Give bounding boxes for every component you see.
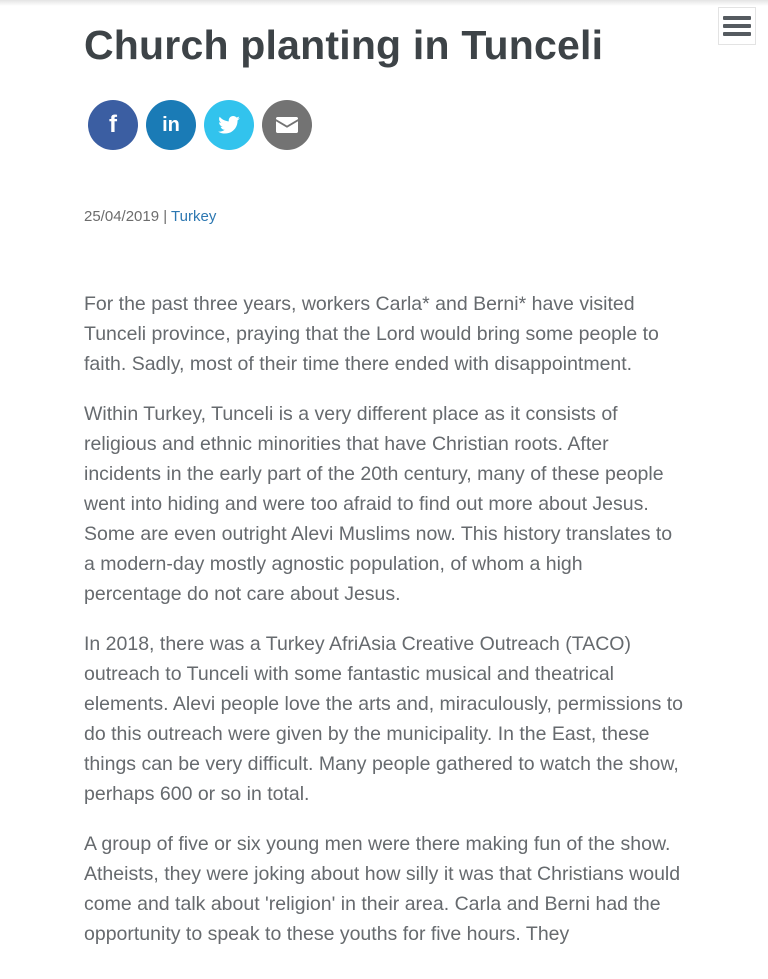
menu-bar bbox=[723, 24, 751, 28]
share-buttons bbox=[88, 100, 312, 150]
article-paragraph: Within Turkey, Tunceli is a very different place as it consists of religious and ethnic minorities that have Christian roots. After incidents in the early part of the 20th century, many of these people went into hiding and were too afraid to find out more about Jesus. Some are even outright Alevi Muslims now. This history translates to a modern-day mostly agnostic population, of whom a high percentage do not care about Jesus. bbox=[84, 403, 673, 605]
hamburger-menu-icon[interactable] bbox=[718, 7, 756, 45]
linkedin-icon: in bbox=[162, 113, 180, 136]
linkedin-share-button[interactable] bbox=[146, 100, 196, 150]
article-body bbox=[84, 289, 684, 969]
menu-bar bbox=[723, 16, 751, 20]
header-shadow bbox=[0, 0, 768, 6]
email-share-button[interactable] bbox=[262, 100, 312, 150]
envelope-icon bbox=[276, 117, 298, 133]
menu-bar bbox=[723, 32, 751, 36]
facebook-share-button[interactable] bbox=[88, 100, 138, 150]
post-date: 25/04/2019 bbox=[84, 208, 160, 225]
post-meta bbox=[84, 208, 216, 225]
article-paragraph: For the past three years, workers Carla* and Berni* have visited Tunceli province, praying that the Lord would bring some people to faith. Sadly, most of their time there ended with disappointment. bbox=[84, 293, 659, 375]
twitter-share-button[interactable] bbox=[204, 100, 254, 150]
meta-separator: | bbox=[159, 208, 172, 225]
twitter-icon bbox=[218, 116, 240, 134]
facebook-icon: f bbox=[109, 111, 117, 138]
article-paragraph: A group of five or six young men were there making fun of the show. Atheists, they were joking about how silly it was that Christians would come and talk about 'religion' in their area. Carla and Berni had the opportunity to speak to these youths for five hours. They bbox=[84, 833, 681, 945]
category-link[interactable]: Turkey bbox=[171, 208, 217, 225]
page-title: Church planting in Tunceli bbox=[84, 22, 604, 68]
article-paragraph: In 2018, there was a Turkey AfriAsia Creative Outreach (TACO) outreach to Tunceli with some fantastic musical and theatrical elements. Alevi people love the arts and, miraculously, permissions to do this outreach were given by the municipality. In the East, these things can be very difficult. Many people gathered to watch the show, perhaps 600 or so in total. bbox=[84, 633, 684, 805]
